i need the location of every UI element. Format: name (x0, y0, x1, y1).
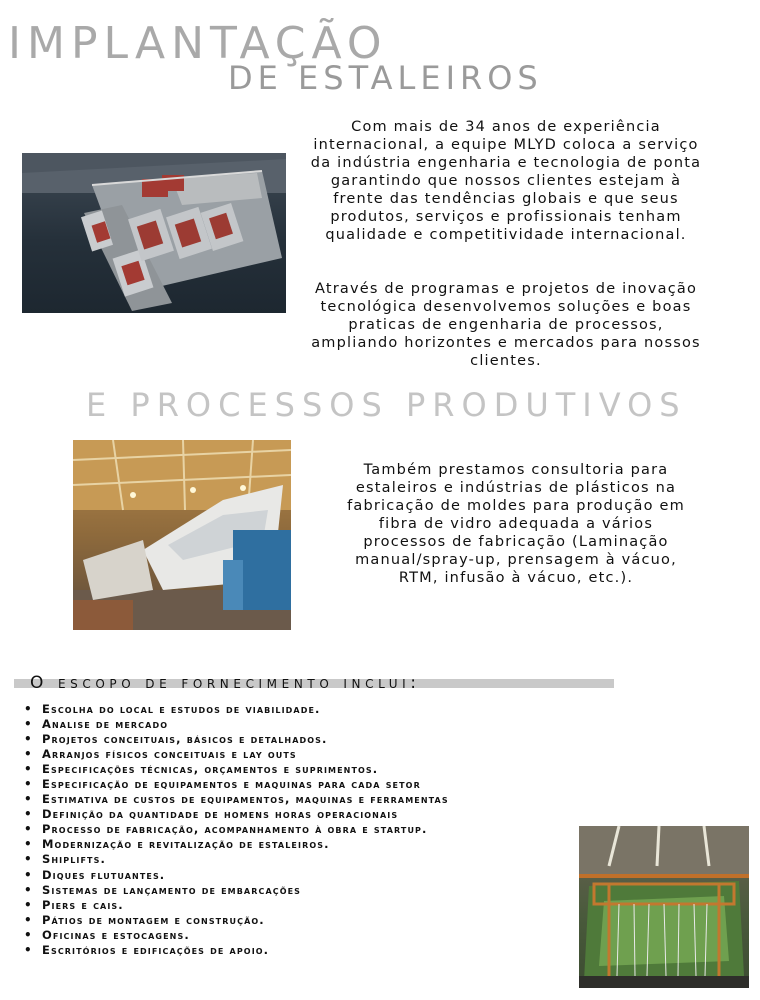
list-item: • Especificações técnicas, orçamentos e suprimentos. (24, 762, 624, 777)
list-item: • Modernização e revitalização de estaleiros. (24, 837, 624, 852)
title-line-3: E PROCESSOS PRODUTIVOS (86, 386, 687, 424)
list-item: • Diques flutuantes. (24, 868, 624, 883)
title-line-2: DE ESTALEIROS (228, 59, 543, 97)
list-item: • Especificação de equipamentos e maquinas para cada setor (24, 777, 624, 792)
list-item: • Oficinas e estocagens. (24, 928, 624, 943)
shipyard-render-image (22, 153, 286, 313)
list-item: • Escolha do local e estudos de viabilidade. (24, 702, 624, 717)
consulting-paragraph: Também prestamos consultoria para estaleiros e indústrias de plásticos na fabricação de moldes para produção em fibra de vidro adequada a vários processos de fabricação (Laminação manual/spray-up, prensagem à vácuo, RTM, infusão à vácuo, etc.). (347, 462, 685, 586)
intro-paragraph: Com mais de 34 anos de experiência internacional, a equipe MLYD coloca a serviço da indústria engenharia e tecnologia de ponta garantindo que nossos clientes estejam à frente das tendências globais e que seus produtos, serviços e profissionais tenham qualidade e competitividade internacional. (310, 119, 702, 243)
list-item: • Escritórios e edificações de apoio. (24, 943, 624, 958)
list-item: • Pátios de montagem e construção. (24, 913, 624, 928)
list-item: • Processo de fabricação, acompanhamento à obra e startup. (24, 822, 624, 837)
mold-workshop-image (579, 826, 749, 988)
list-item: • Projetos conceituais, básicos e detalhados. (24, 732, 624, 747)
list-item: • Definição da quantidade de homens horas operacionais (24, 807, 624, 822)
list-item: • Analise de mercado (24, 717, 624, 732)
scope-heading: O escopo de fornecimento inclui: (30, 673, 421, 693)
scope-list (24, 702, 624, 958)
list-item: • Sistemas de lançamento de embarcações (24, 883, 624, 898)
boat-factory-image (73, 440, 291, 630)
innovation-paragraph: Através de programas e projetos de inovação tecnológica desenvolvemos soluções e boas praticas de engenharia de processos, ampliando horizontes e mercados para nossos clientes. (311, 281, 701, 369)
title-line-1: IMPLANTAÇÃO (8, 18, 388, 69)
list-item: • Piers e cais. (24, 898, 624, 913)
list-item: • Estimativa de custos de equipamentos, maquinas e ferramentas (24, 792, 624, 807)
list-item: • Shiplifts. (24, 852, 624, 867)
list-item: • Arranjos físicos conceituais e lay outs (24, 747, 624, 762)
